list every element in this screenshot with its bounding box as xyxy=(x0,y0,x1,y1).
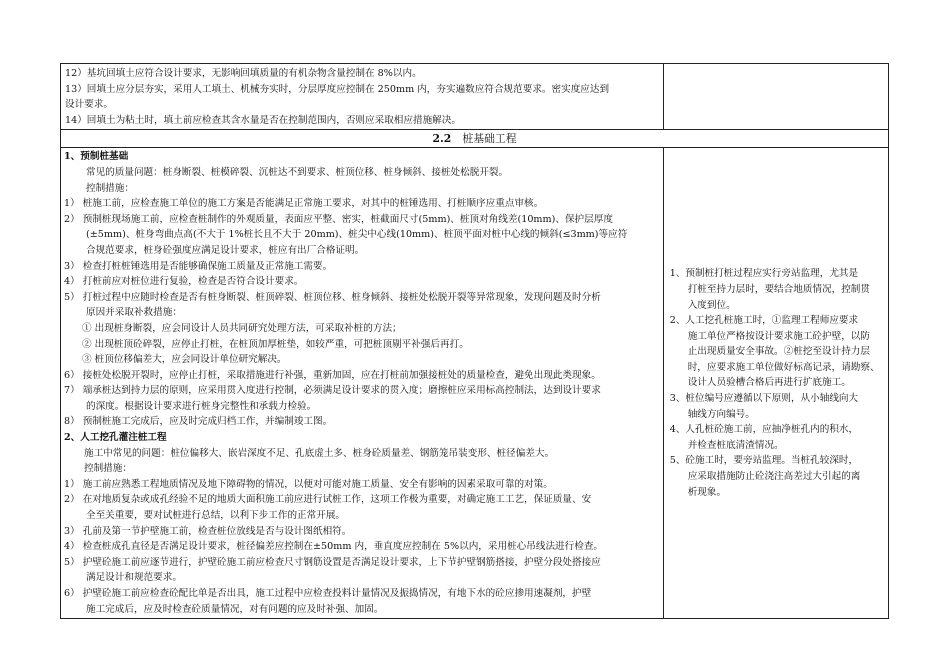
text-line: 设计要求。 xyxy=(65,99,113,111)
content-line: 的深度。根据设计要求进行桩身完整性和承载力检验。 xyxy=(86,400,317,412)
note-line: 轴线方向编号。 xyxy=(687,408,755,420)
content-line: 1） 施工前应熟悉工程地质情况及地下障碍物的情况，以便对可能对施工质量、安全有影响的因素采取可靠的对策。 xyxy=(64,478,553,490)
note-line: 3、桩位编号应遵循以下原则，从小轴线向大 xyxy=(669,393,859,405)
supervision-notes-cell xyxy=(663,148,888,619)
note-line: 应采取措施防止砼浇注高差过大引起的离 xyxy=(687,471,861,483)
note-line: 并检查桩底清渣情况。 xyxy=(687,439,784,451)
section-title xyxy=(61,130,889,148)
note-line: 析现象。 xyxy=(687,486,727,498)
content-line: 4） 打桩前应对桩位进行复验，检查是否符合设计要求。 xyxy=(64,276,304,288)
note-line: 2、人工挖孔桩施工时，①监理工程师应要求 xyxy=(669,315,859,327)
content-line: 5） 护壁砼施工前应逐节进行，护壁砼施工前应检查尺寸钢筋设置是否满足设计要求，上下节护壁钢筋搭接，护壁分段处搭接应 xyxy=(64,556,601,568)
note-line: 入度到位。 xyxy=(687,299,736,311)
content-line: 控制措施： xyxy=(86,182,134,194)
text-line: 14）回填土为粘土时，填土前应检查其含水量是否在控制范围内，否则应采取相应措施解决。 xyxy=(65,114,461,126)
main-content-cell xyxy=(61,148,664,619)
note-line: 4、人孔桩砼施工前，应抽净桩孔内的积水， xyxy=(669,424,859,436)
content-line: 4） 检查桩成孔直径是否满足设计要求，桩径偏差应控制在±50mm 内，垂直度应控制在 5%以内，采用桩心吊线法进行检查。 xyxy=(64,541,604,553)
text-line: 12）基坑回填土应符合设计要求，无影响回填质量的有机杂物含量控制在 8%以内。 xyxy=(65,68,422,79)
content-line: 6） 接桩处松脱开裂时，应停止打桩，采取措施进行补强，重新加固，应在打桩前加强接桩处的质量检查，避免出现此类现象。 xyxy=(64,369,601,381)
content-line: (±5mm)、桩身弯曲点高(不大于 1%桩长且不大于 20mm)、桩尖中心线(10mm)、桩顶平面对桩中心线的倾斜(≤3mm)等应符 xyxy=(86,229,628,241)
content-line: 合规范要求，桩身砼强度应满足设计要求，桩应有出厂合格证明。 xyxy=(86,244,365,256)
content-line: 8） 预制桩施工完成后，应及时完成归档工作，并编制竣工图。 xyxy=(64,416,333,428)
top-text-cell xyxy=(61,64,664,130)
content-line: 施工中常见的问题：桩位偏移大、嵌岩深度不足、孔底虚土多、桩身砼质量差、钢筋笼吊装变形、桩径偏差大。 xyxy=(84,447,555,459)
note-line: 5、砼施工时，要旁站监理。当桩孔较深时， xyxy=(669,455,859,467)
note-line: 止出现质量安全事故。②桩挖至设计持力层 xyxy=(687,346,870,358)
spec-table xyxy=(60,63,889,619)
content-line: 5） 打桩过程中应随时检查是否有桩身断裂、桩顶碎裂、桩顶位移、桩身倾斜、接桩处松脱开裂等异常现象，发现问题及时分析 xyxy=(64,291,601,303)
content-line: 原因并采取补救措施： xyxy=(86,307,182,319)
content-line: 6） 护壁砼施工前应检查砼配比单是否出具，施工过程中应检查投料计量情况及振捣情况，有地下水的砼应掺用速凝剂，护壁 xyxy=(64,588,592,599)
content-line: 常见的质量问题：桩身断裂、桩模碎裂、沉桩达不到要求、桩顶位移、桩身倾斜、接桩处松脱开裂。 xyxy=(86,166,509,178)
content-line: 3） 孔前及第一节护壁施工前，检查桩位放线是否与设计图纸相符。 xyxy=(64,525,352,537)
content-line: 2、人工挖孔灌注桩工程 xyxy=(64,432,167,444)
content-line: 7） 端承桩达到持力层的原则，应采用贯入度进行控制，必须满足设计要求的贯入度；磨擦桩应采用标高控制法，达到设计要求 xyxy=(64,385,601,397)
content-line: 施工完成后，应及时检查砼质量情况，对有问题的应及时补强、加固。 xyxy=(86,603,384,615)
content-line: 3） 检查打桩桩锤选用是否能够确保施工质量及正常施工需要。 xyxy=(64,260,333,272)
section-row xyxy=(61,130,889,148)
content-line: 1） 桩施工前，应检查施工单位的施工方案是否能满足正常施工要求，对其中的桩锤选用、打桩顺序应重点审核。 xyxy=(64,198,544,210)
content-line: ② 出现桩顶砼碎裂，应停止打桩，在桩顶加厚桩垫，如较严重，可把桩顶剔平补强后再打。 xyxy=(82,338,469,350)
content-line: 满足设计和规范要求。 xyxy=(86,572,182,584)
note-line: 施工单位严格按设计要求施工砼护壁，以防 xyxy=(687,330,870,342)
content-line: 2） 在对地质复杂或成孔经验不足的地质大面积施工前应进行试桩工作，这项工作极为重要，对确定施工工艺，保证质量、安 xyxy=(64,494,592,506)
note-line: 时，应要求施工单位做好标高记录，请勘察、 xyxy=(687,361,880,373)
note-line: 打桩至持力层时，要结合地质情况，控制贯 xyxy=(687,283,870,295)
content-row xyxy=(61,148,889,619)
top-row xyxy=(61,64,889,130)
content-line: 2） 预制桩现场施工前，应检查桩制作的外观质量，表面应平整、密实，桩截面尺寸(5mm)、桩顶对角线差(10mm)、保护层厚度 xyxy=(64,213,613,225)
section-heading: 桩基础工程 xyxy=(462,132,517,146)
content-line: ③ 桩顶位移偏差大，应会同设计单位研究解决。 xyxy=(82,354,287,366)
content-line: ① 出现桩身断裂，应会同设计人员共同研究处理方法，可采取补桩的方法； xyxy=(82,322,402,334)
content-line: 1、预制桩基础 xyxy=(64,151,129,163)
section-number: 2.2 xyxy=(432,132,452,146)
text-line: 13）回填土应分层夯实，采用人工填土、机械夯实时，分层厚度应控制在 250mm 内，夯实遍数应符合规范要求。密实度应达到 xyxy=(65,83,610,95)
content-line: 全至关重要，要对试桩进行总结，以利下步工作的正常开展。 xyxy=(86,510,346,522)
content-line: 控制措施： xyxy=(84,463,132,475)
top-side-cell xyxy=(663,64,888,130)
note-line: 1、预制桩打桩过程应实行旁站监理，尤其是 xyxy=(669,268,859,280)
note-line: 设计人员验槽合格后再进行扩底施工。 xyxy=(687,377,851,389)
